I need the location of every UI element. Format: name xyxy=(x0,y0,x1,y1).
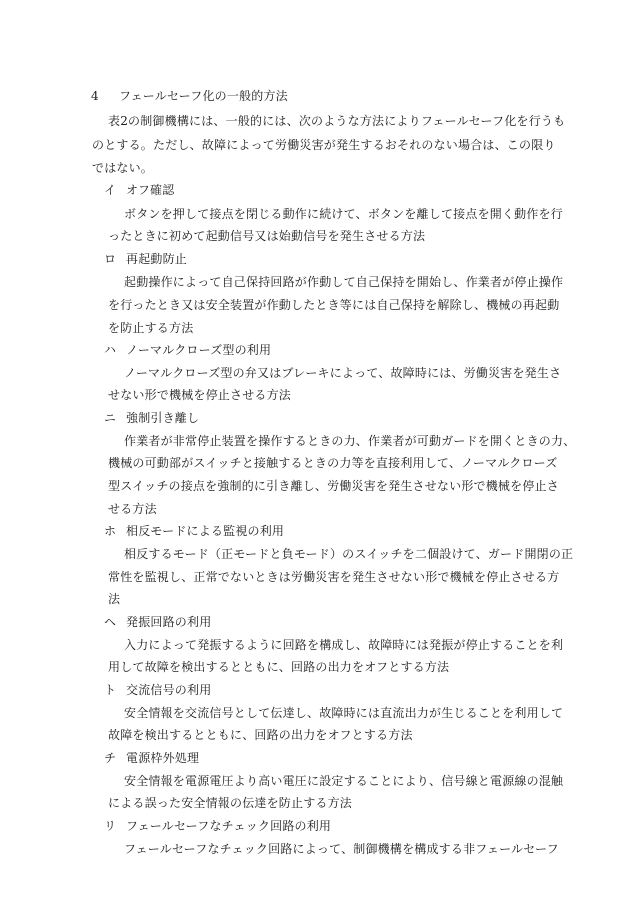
section-heading xyxy=(91,88,288,104)
item-mark: ト xyxy=(104,683,117,697)
item-body-line: を行ったとき又は安全装置が作動したとき等には自己保持を解除し、機械の再起動 xyxy=(108,298,560,312)
item-title: 相反モードによる監視の利用 xyxy=(126,524,285,538)
item-heading xyxy=(104,750,199,766)
item-body-line: 故障を検出するとともに、回路の出力をオフとする方法 xyxy=(108,728,413,742)
item-body-line: 用して故障を検出するとともに、回路の出力をオフとする方法 xyxy=(108,660,450,674)
item-body-line: 常性を監視し、正常でないときは労働災害を発生させない形で機械を停止させる方 xyxy=(108,570,560,584)
item-body-line: 機械の可動部がスイッチと接触するときの力等を直接利用して、ノーマルクローズ xyxy=(108,456,558,470)
item-body-line: ノーマルクローズ型の弁又はブレーキによって、故障時には、労働災害を発生さ xyxy=(124,366,562,380)
item-heading xyxy=(104,523,284,539)
item-body-line: フェールセーフなチェック回路によって、制御機構を構成する非フェールセーフ xyxy=(124,842,559,856)
intro-line: 表2の制御機構には、一般的には、次のような方法によりフェールセーフ化を行うも xyxy=(108,114,566,128)
intro-line: ではない。 xyxy=(92,161,154,175)
item-body-line: による誤った安全情報の伝達を防止する方法 xyxy=(108,796,353,810)
item-body-line: ったときに初めて起動信号又は始動信号を発生させる方法 xyxy=(108,229,426,243)
item-heading xyxy=(104,182,174,198)
item-title: オフ確認 xyxy=(126,183,175,197)
item-title: フェールセーフなチェック回路の利用 xyxy=(126,819,332,833)
item-title: 発振回路の利用 xyxy=(126,615,212,629)
item-heading xyxy=(104,682,211,698)
item-mark: ロ xyxy=(104,252,117,266)
item-heading xyxy=(104,818,331,834)
item-mark: リ xyxy=(104,819,117,833)
item-body-line: 法 xyxy=(108,592,121,606)
item-heading xyxy=(104,251,187,267)
item-mark: ヘ xyxy=(104,615,117,629)
item-body-line: せる方法 xyxy=(108,502,157,516)
item-heading xyxy=(104,614,211,630)
item-title: ノーマルクローズ型の利用 xyxy=(126,343,272,357)
intro-line: のとする。ただし、故障によって労働災害が発生するおそれのない場合は、この限り xyxy=(92,138,556,152)
item-body-line: 起動操作によって自己保持回路が作動して自己保持を開始し、作業者が停止操作 xyxy=(124,275,564,289)
item-mark: チ xyxy=(104,751,117,765)
item-body-line: ボタンを押して接点を閉じる動作に続けて、ボタンを離して接点を開く動作を行 xyxy=(124,207,563,221)
item-body-line: 相反するモード（正モードと負モード）のスイッチを二個設けて、ガード開閉の正 xyxy=(124,547,574,561)
item-heading xyxy=(104,342,271,358)
item-title: 強制引き離し xyxy=(126,411,200,425)
section-title: フェールセーフ化の一般的方法 xyxy=(119,89,288,103)
item-mark: ハ xyxy=(104,343,117,357)
section-number: 4 xyxy=(91,89,99,103)
item-mark: ホ xyxy=(104,524,117,538)
item-body-line: 作業者が非常停止装置を操作するときの力、作業者が可動ガードを開くときの力、 xyxy=(124,434,576,448)
item-body-line: 型スイッチの接点を強制的に引き離し、労働災害を発生させない形で機械を停止さ xyxy=(108,479,559,493)
item-body-line: 安全情報を電源電圧より高い電圧に設定することにより、信号線と電源線の混触 xyxy=(124,774,564,788)
item-title: 再起動防止 xyxy=(126,252,188,266)
item-title: 電源枠外処理 xyxy=(126,751,200,765)
item-mark: ニ xyxy=(104,411,117,425)
item-body-line: せない形で機械を停止させる方法 xyxy=(108,388,292,402)
item-body-line: 入力によって発振するように回路を構成し、故障時には発振が停止することを利 xyxy=(124,638,564,652)
item-mark: イ xyxy=(104,183,117,197)
item-body-line: を防止する方法 xyxy=(108,321,194,335)
item-heading xyxy=(104,410,199,426)
item-title: 交流信号の利用 xyxy=(126,683,212,697)
item-body-line: 安全情報を交流信号として伝達し、故障時には直流出力が生じることを利用して xyxy=(124,706,564,720)
